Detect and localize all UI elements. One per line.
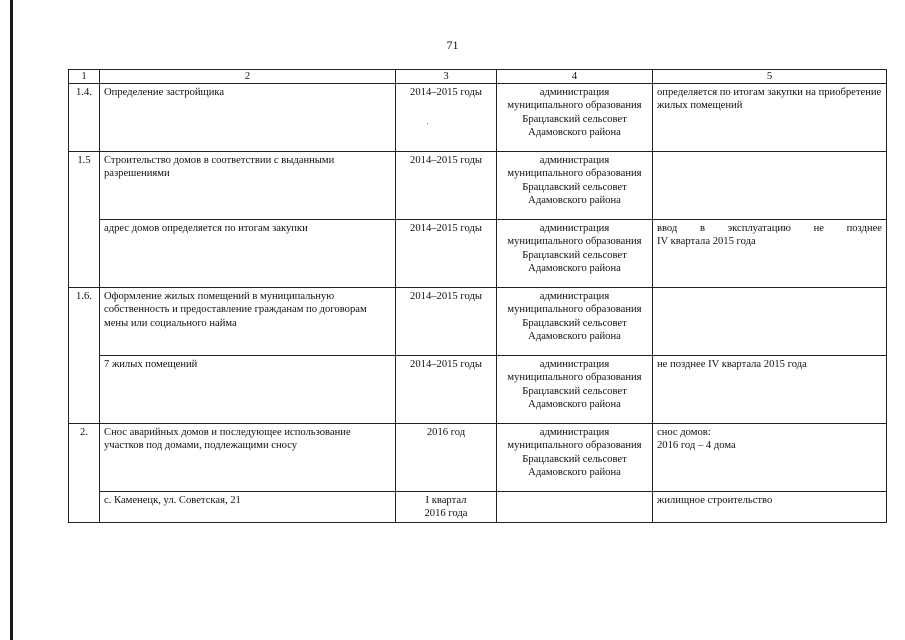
row-number: 1.5 [69,152,100,220]
row-period: 2016 год [396,424,497,492]
row-responsible: администрация муниципального образования Брацлавский сельсовет Адамовского района [497,220,653,288]
page-number: 71 [446,38,459,52]
row-responsible: администрация муниципального образования Брацлавский сельсовет Адамовского района [497,424,653,492]
row-result [653,220,887,288]
table-row [69,84,887,152]
row-period: 2014–2015 годы [396,152,497,220]
header-col-1: 1 [69,70,100,84]
row-result-line-1: снос домов: [657,427,711,438]
table-header-row [69,70,887,84]
row-responsible: администрация муниципального образования Брацлавский сельсовет Адамовского района [497,288,653,356]
header-col-2: 2 [100,70,396,84]
row-result [653,424,887,492]
row-result: определяется по итогам закупки на приобретение жилых помещений [653,84,887,152]
row-period [396,492,497,523]
row-description: с. Каменецк, ул. Советская, 21 [100,492,396,523]
row-description: 7 жилых помещений [100,356,396,424]
row-result: жилищное строительство [653,492,887,523]
row-result: не позднее IV квартала 2015 года [653,356,887,424]
table-row [69,220,887,288]
row-responsible [497,492,653,523]
header-col-3: 3 [396,70,497,84]
table-row [69,288,887,356]
row-number: 1.4. [69,84,100,152]
table-row [69,424,887,492]
row-description: адрес домов определяется по итогам закупки [100,220,396,288]
row-period: 2014–2015 годы [396,288,497,356]
row-responsible: администрация муниципального образования Брацлавский сельсовет Адамовского района [497,84,653,152]
row-description: Оформление жилых помещений в муниципальную собственность и предоставление гражданам по договорам мены или социального найма [100,288,396,356]
row-period-line-2: 2016 года [424,508,468,520]
row-description: Определение застройщика [100,84,396,152]
row-number: 2. [69,424,100,492]
row-result [653,152,887,220]
row-number [69,220,100,288]
row-number: 1.6. [69,288,100,356]
row-result-line-2: 2016 год – 4 дома [657,440,736,452]
header-col-5: 5 [653,70,887,84]
table-row [69,492,887,523]
row-number [69,356,100,424]
row-period-line-1: I квартал [425,495,467,506]
row-period: 2014–2015 годы [396,356,497,424]
row-result-line-1: ввод в эксплуатацию не позднее [657,223,882,234]
row-number [69,492,100,523]
table-row [69,152,887,220]
row-responsible: администрация муниципального образования Брацлавский сельсовет Адамовского района [497,152,653,220]
scan-edge-bar [10,0,13,640]
row-result-line-2: IV квартала 2015 года [657,236,756,248]
table-row [69,356,887,424]
row-responsible: администрация муниципального образования Брацлавский сельсовет Адамовского района [497,356,653,424]
row-description: Снос аварийных домов и последующее использование участков под домами, подлежащими сносу [100,424,396,492]
row-result [653,288,887,356]
plan-table [68,69,887,523]
header-col-4: 4 [497,70,653,84]
row-period: 2014–2015 годы [396,220,497,288]
row-period: 2014–2015 годы [396,84,497,152]
row-description: Строительство домов в соответствии с выданными разрешениями [100,152,396,220]
